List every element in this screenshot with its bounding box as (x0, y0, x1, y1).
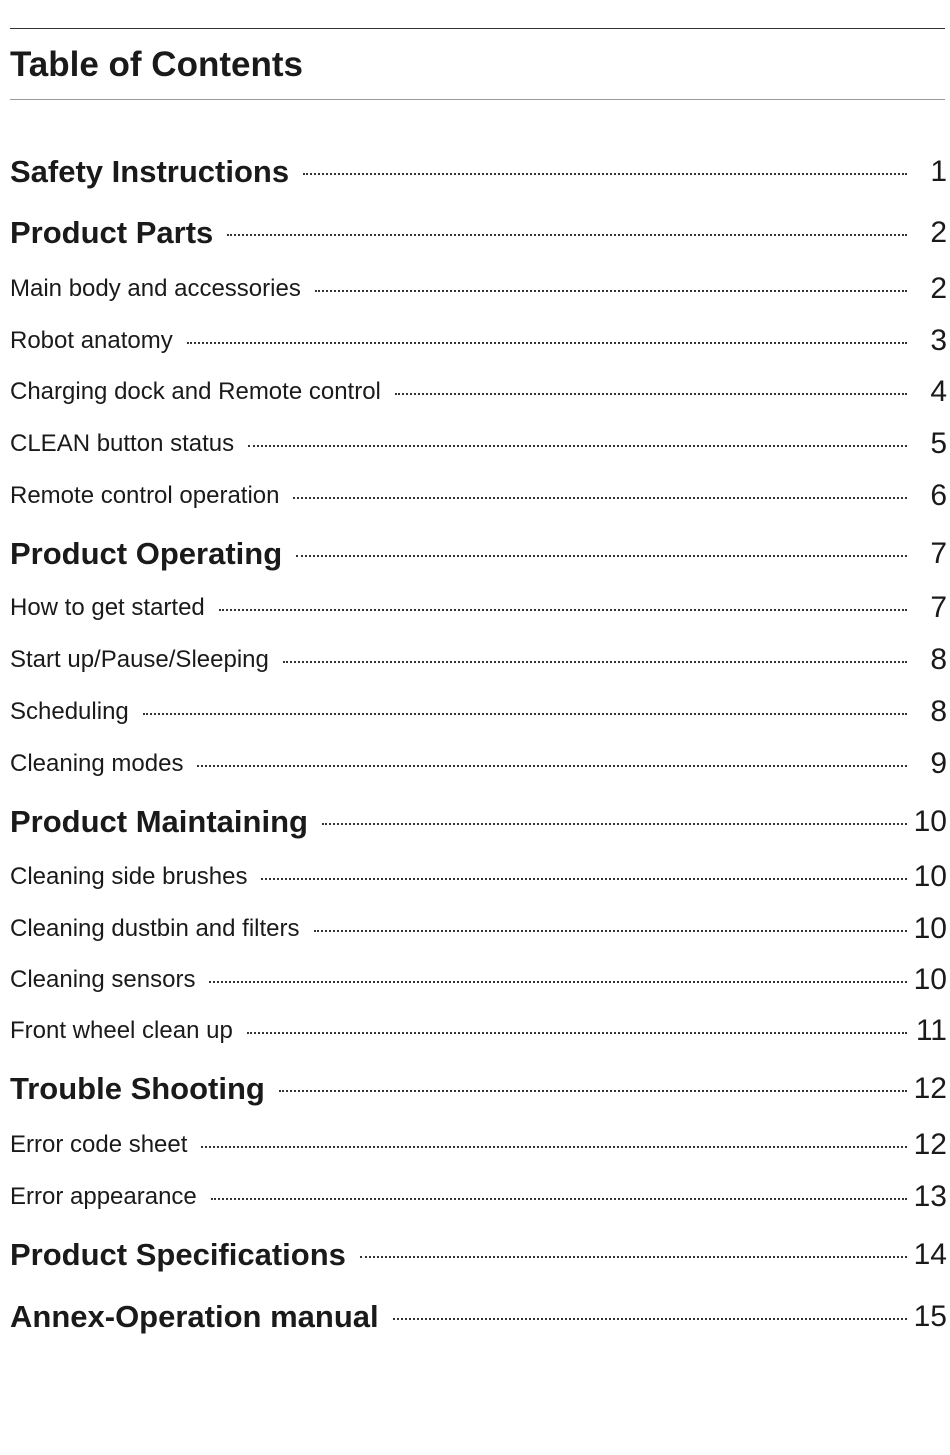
toc-section-title: Product Specifications (10, 1237, 346, 1272)
toc-page-number: 7 (930, 537, 947, 570)
title-underline (10, 99, 945, 100)
toc-page-number: 8 (930, 643, 947, 676)
toc-subsection-title: Error code sheet (10, 1131, 188, 1158)
toc-entry[interactable] (10, 1297, 947, 1337)
toc-page-number: 1 (930, 155, 947, 188)
toc-subsection-title: Scheduling (10, 698, 129, 725)
toc-page-number: 12 (913, 1128, 947, 1161)
toc-section-title: Product Operating (10, 536, 283, 571)
toc-subsection-title: Cleaning sensors (10, 966, 196, 993)
dot-leader (187, 342, 907, 344)
toc-page-number: 12 (913, 1072, 947, 1105)
toc-section-title: Annex-Operation manual (10, 1299, 379, 1334)
toc-entry[interactable] (10, 213, 947, 253)
page-title: Table of Contents (10, 45, 303, 84)
toc-page-number: 10 (913, 805, 947, 838)
toc-entry[interactable] (10, 424, 947, 464)
dot-leader (248, 445, 907, 447)
dot-leader (296, 555, 907, 557)
toc-entry[interactable] (10, 588, 947, 628)
toc-subsection-title: Main body and accessories (10, 275, 301, 302)
dot-leader (209, 981, 907, 983)
dot-leader (283, 661, 907, 663)
toc-entry[interactable] (10, 802, 947, 842)
toc-page-number: 13 (913, 1180, 947, 1213)
dot-leader (360, 1256, 907, 1258)
top-rule (10, 28, 945, 29)
toc-subsection-title: CLEAN button status (10, 430, 235, 457)
dot-leader (197, 765, 907, 767)
dot-leader (219, 609, 907, 611)
toc-page-number: 6 (930, 479, 947, 512)
toc-entry[interactable] (10, 269, 947, 309)
toc-entry[interactable] (10, 1069, 947, 1109)
toc-subsection-title: Start up/Pause/Sleeping (10, 646, 269, 673)
dot-leader (143, 713, 907, 715)
toc-page-number: 2 (930, 272, 947, 305)
dot-leader (261, 878, 907, 880)
toc-page-number: 4 (930, 375, 947, 408)
toc-entry[interactable] (10, 476, 947, 516)
dot-leader (227, 234, 907, 236)
toc-section-title: Product Maintaining (10, 804, 308, 839)
toc-subsection-title: Front wheel clean up (10, 1017, 233, 1044)
toc-subsection-title: Cleaning modes (10, 750, 184, 777)
dot-leader (247, 1032, 907, 1034)
toc-section-title: Product Parts (10, 215, 214, 250)
toc-page-number: 11 (915, 1014, 947, 1047)
toc-entry[interactable] (10, 372, 947, 412)
toc-entry[interactable] (10, 1011, 947, 1051)
dot-leader (211, 1198, 907, 1200)
toc-entry[interactable] (10, 640, 947, 680)
toc-subsection-title: Error appearance (10, 1183, 197, 1210)
toc-entry[interactable] (10, 1235, 947, 1275)
toc-subsection-title: How to get started (10, 594, 205, 621)
toc-page-number: 7 (930, 591, 947, 624)
toc-entry[interactable] (10, 692, 947, 732)
toc-page-number: 10 (913, 963, 947, 996)
toc-entry[interactable] (10, 321, 947, 361)
toc-entry[interactable] (10, 1125, 947, 1165)
toc-section-title: Safety Instructions (10, 154, 290, 189)
toc-page-number: 5 (930, 427, 947, 460)
toc-entry[interactable] (10, 152, 947, 192)
dot-leader (322, 823, 907, 825)
dot-leader (314, 930, 907, 932)
dot-leader (303, 173, 907, 175)
toc-page-number: 14 (913, 1238, 947, 1271)
dot-leader (201, 1146, 907, 1148)
toc-entry[interactable] (10, 909, 947, 949)
toc-page-number: 10 (913, 860, 947, 893)
toc-entry[interactable] (10, 857, 947, 897)
dot-leader (315, 290, 907, 292)
toc-subsection-title: Charging dock and Remote control (10, 378, 381, 405)
toc-page-number: 2 (930, 216, 947, 249)
toc-entry[interactable] (10, 744, 947, 784)
toc-subsection-title: Cleaning dustbin and filters (10, 915, 300, 942)
toc-page-number: 15 (913, 1300, 947, 1333)
toc-page-number: 8 (930, 695, 947, 728)
toc-page-number: 3 (930, 324, 947, 357)
toc-page-number: 9 (930, 747, 947, 780)
toc-subsection-title: Remote control operation (10, 482, 280, 509)
dot-leader (393, 1318, 907, 1320)
toc-entry[interactable] (10, 534, 947, 574)
toc-subsection-title: Robot anatomy (10, 327, 173, 354)
toc-subsection-title: Cleaning side brushes (10, 863, 248, 890)
dot-leader (293, 497, 907, 499)
toc-section-title: Trouble Shooting (10, 1071, 265, 1106)
dot-leader (395, 393, 907, 395)
dot-leader (279, 1090, 907, 1092)
toc-page-number: 10 (913, 912, 947, 945)
toc-entry[interactable] (10, 960, 947, 1000)
toc-entry[interactable] (10, 1177, 947, 1217)
